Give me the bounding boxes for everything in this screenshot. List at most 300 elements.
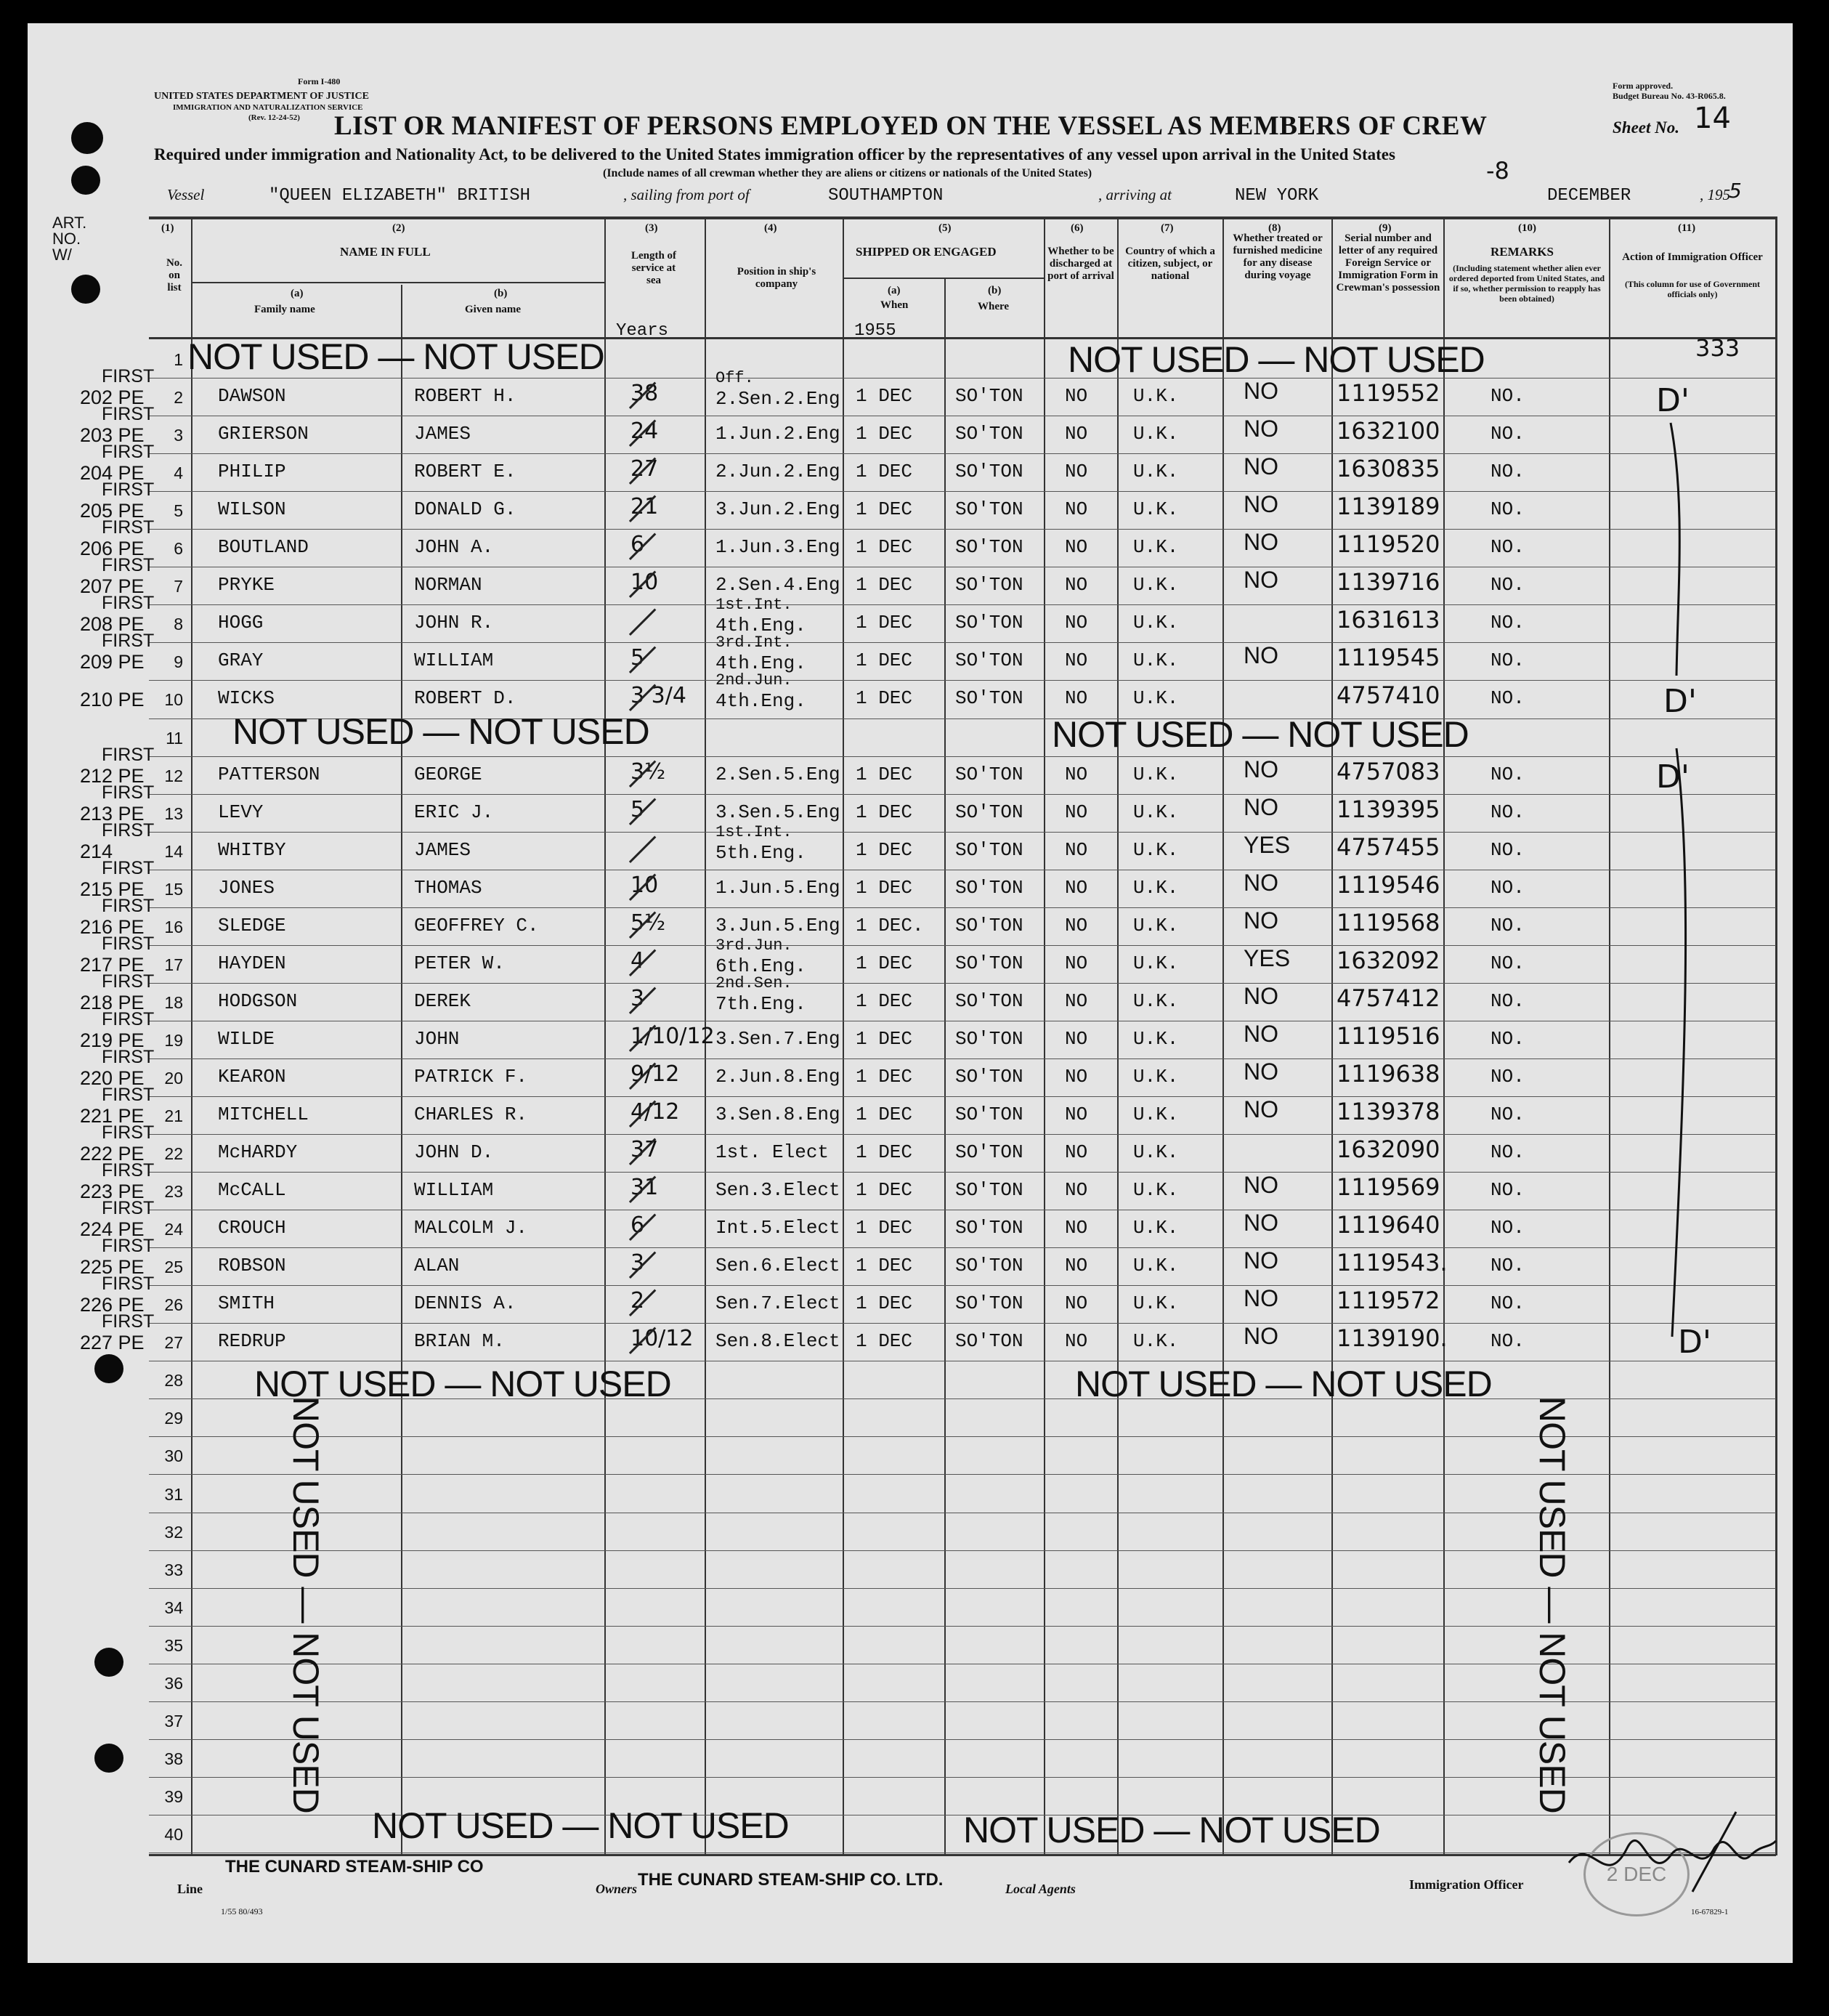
not-used-stamp: NOT USED — NOT USED bbox=[254, 1364, 671, 1404]
owners-label: Owners bbox=[596, 1882, 638, 1896]
col-9-label: Serial number and letter of any required Foreign Service or Immigration Form in Crewman's possession bbox=[1336, 232, 1440, 294]
engaged-when: 1 DEC bbox=[856, 1217, 913, 1239]
remarks: NO. bbox=[1491, 423, 1525, 445]
position: 3.Jun.5.Eng bbox=[715, 915, 840, 936]
row-art-number: 203 PE bbox=[80, 424, 145, 446]
position-prefix: 2nd.Sen. bbox=[715, 974, 792, 992]
remarks: NO. bbox=[1491, 687, 1525, 709]
row-list-number: 21 bbox=[164, 1106, 183, 1125]
table-row bbox=[0, 782, 1829, 832]
country: U.K. bbox=[1133, 498, 1179, 520]
position: Sen.3.Elect bbox=[715, 1179, 840, 1201]
vessel-line bbox=[167, 179, 1780, 208]
engaged-when: 1 DEC bbox=[856, 612, 913, 633]
family-name: HAYDEN bbox=[218, 952, 286, 974]
given-name: GEORGE bbox=[414, 764, 482, 785]
row-list-number: 13 bbox=[164, 804, 183, 823]
position: 5th.Eng. bbox=[715, 842, 806, 864]
table-row bbox=[0, 1160, 1829, 1210]
engaged-when: 1 DEC bbox=[856, 649, 913, 671]
engaged-where: SO'TON bbox=[955, 612, 1023, 633]
col-5b-num: (b) bbox=[988, 285, 1002, 296]
position: 1.Jun.2.Eng bbox=[715, 423, 840, 445]
given-name: WILLIAM bbox=[414, 649, 494, 671]
subtitle: Required under immigration and Nationality Act, to be delivered to the United States immigration officer by the representatives of any vessel upon arrival in the United States bbox=[154, 145, 1395, 163]
table-row bbox=[0, 631, 1829, 680]
position: 2.Jun.2.Eng bbox=[715, 461, 840, 482]
medical-status: NO bbox=[1244, 642, 1278, 668]
country: U.K. bbox=[1133, 1141, 1179, 1163]
engaged-where: SO'TON bbox=[955, 574, 1023, 596]
given-name: ROBERT D. bbox=[414, 687, 516, 709]
officer-mark: D' bbox=[1663, 683, 1697, 720]
family-name: HODGSON bbox=[218, 990, 298, 1012]
position: 2.Jun.8.Eng bbox=[715, 1066, 840, 1088]
row-tag-first: FIRST bbox=[102, 404, 155, 424]
discharged: NO bbox=[1065, 1179, 1088, 1201]
medical-status: NO bbox=[1244, 453, 1278, 479]
row-list-number: 18 bbox=[164, 993, 183, 1012]
line-number: 34 bbox=[164, 1598, 183, 1617]
given-name: THOMAS bbox=[414, 877, 482, 899]
row-art-number: 222 PE bbox=[80, 1143, 145, 1165]
line-number: 38 bbox=[164, 1749, 183, 1768]
medical-status: NO bbox=[1244, 1210, 1278, 1236]
engaged-when: 1 DEC bbox=[856, 385, 913, 407]
line-number: 29 bbox=[164, 1409, 183, 1428]
row-list-number: 22 bbox=[164, 1144, 183, 1163]
given-name: JOHN A. bbox=[414, 536, 494, 558]
row-list-number: 9 bbox=[174, 652, 183, 671]
discharged: NO bbox=[1065, 801, 1088, 823]
medical-status: NO bbox=[1244, 1058, 1278, 1085]
discharged: NO bbox=[1065, 952, 1088, 974]
discharged: NO bbox=[1065, 1255, 1088, 1276]
revision: (Rev. 12-24-52) bbox=[248, 113, 300, 122]
position: 4th.Eng. bbox=[715, 690, 806, 712]
country: U.K. bbox=[1133, 801, 1179, 823]
row-art-number: 204 PE bbox=[80, 462, 145, 484]
country: U.K. bbox=[1133, 1330, 1179, 1352]
serial-number: 1119520 bbox=[1337, 530, 1440, 558]
remarks: NO. bbox=[1491, 461, 1525, 482]
country: U.K. bbox=[1133, 1066, 1179, 1088]
row-art-number: 213 PE bbox=[80, 803, 145, 825]
engaged-where: SO'TON bbox=[955, 385, 1023, 407]
officer-mark: D' bbox=[1656, 382, 1690, 419]
arrival-port: NEW YORK bbox=[1235, 186, 1319, 206]
row-tag-first: FIRST bbox=[102, 896, 155, 916]
engaged-where: SO'TON bbox=[955, 649, 1023, 671]
engaged-when: 1 DEC bbox=[856, 990, 913, 1012]
row-tag-first: FIRST bbox=[102, 820, 155, 841]
serial-number: 1632092 bbox=[1337, 947, 1440, 974]
family-name: PATTERSON bbox=[218, 764, 320, 785]
not-used-stamp: NOT USED — NOT USED bbox=[1052, 714, 1469, 755]
remarks: NO. bbox=[1491, 385, 1525, 407]
not-used-stamp: NOT USED — NOT USED bbox=[963, 1810, 1380, 1850]
service-length: 38 bbox=[630, 381, 659, 406]
col-6-num: (6) bbox=[1071, 222, 1084, 234]
row-art-number: 217 PE bbox=[80, 954, 145, 976]
not-used-stamp: NOT USED — NOT USED bbox=[1068, 339, 1485, 380]
table-row bbox=[0, 1085, 1829, 1134]
page-title: LIST OR MANIFEST OF PERSONS EMPLOYED ON THE VESSEL AS MEMBERS OF CREW bbox=[334, 111, 1488, 141]
country: U.K. bbox=[1133, 461, 1179, 482]
medical-status: NO bbox=[1244, 794, 1278, 820]
position: 6th.Eng. bbox=[715, 955, 806, 977]
engaged-where: SO'TON bbox=[955, 1066, 1023, 1088]
row-list-number: 4 bbox=[174, 463, 183, 482]
punch-hole bbox=[71, 122, 103, 154]
vessel-label: Vessel bbox=[167, 186, 205, 203]
engaged-where: SO'TON bbox=[955, 1292, 1023, 1314]
row-tag-first: FIRST bbox=[102, 1122, 155, 1143]
family-name: McCALL bbox=[218, 1179, 286, 1201]
form-number: Form I-480 bbox=[298, 76, 341, 86]
row-list-number: 26 bbox=[164, 1295, 183, 1314]
row-art-number: 205 PE bbox=[80, 500, 145, 522]
discharged: NO bbox=[1065, 1141, 1088, 1163]
table-row bbox=[0, 858, 1829, 907]
discharged: NO bbox=[1065, 1292, 1088, 1314]
engaged-when: 1 DEC bbox=[856, 574, 913, 596]
medical-status: NO bbox=[1244, 1172, 1278, 1198]
service-length: 5½ bbox=[630, 910, 666, 936]
col-11-label: Action of Immigration Officer bbox=[1622, 251, 1763, 263]
serial-number: 1119572 bbox=[1337, 1287, 1440, 1314]
given-name: MALCOLM J. bbox=[414, 1217, 528, 1239]
remarks: NO. bbox=[1491, 1217, 1525, 1239]
remarks: NO. bbox=[1491, 915, 1525, 936]
remarks: NO. bbox=[1491, 990, 1525, 1012]
gpo-code: 16-67829-1 bbox=[1691, 1908, 1729, 1916]
remarks: NO. bbox=[1491, 612, 1525, 633]
row-art-number: 218 PE bbox=[80, 992, 145, 1013]
col-11-num: (11) bbox=[1678, 222, 1696, 234]
country: U.K. bbox=[1133, 839, 1179, 861]
engaged-where: SO'TON bbox=[955, 877, 1023, 899]
line-number: 36 bbox=[164, 1674, 183, 1693]
table-row bbox=[0, 896, 1829, 945]
discharged: NO bbox=[1065, 1217, 1088, 1239]
serial-number: 1119569 bbox=[1337, 1173, 1440, 1201]
given-name: CHARLES R. bbox=[414, 1104, 528, 1125]
serial-number: 1139189 bbox=[1337, 493, 1440, 520]
row-list-number: 19 bbox=[164, 1031, 183, 1050]
given-name: NORMAN bbox=[414, 574, 482, 596]
col-9-num: (9) bbox=[1379, 222, 1392, 234]
engaged-when: 1 DEC bbox=[856, 1255, 913, 1276]
service-length: 3 bbox=[630, 986, 645, 1011]
country: U.K. bbox=[1133, 1028, 1179, 1050]
engaged-where: SO'TON bbox=[955, 1104, 1023, 1125]
not-used-stamp-vertical: NOT USED — NOT USED bbox=[285, 1396, 326, 1813]
engaged-year: 1955 bbox=[854, 321, 896, 341]
line-number: 31 bbox=[164, 1485, 183, 1504]
service-length: 2 bbox=[630, 1288, 645, 1313]
line-label: Line bbox=[177, 1882, 203, 1896]
line-number: 11 bbox=[166, 729, 183, 748]
table-row bbox=[0, 1236, 1829, 1285]
position: 4th.Eng. bbox=[715, 652, 806, 674]
table-row bbox=[0, 555, 1829, 604]
engaged-when: 1 DEC bbox=[856, 423, 913, 445]
service-length: 5 bbox=[630, 645, 645, 671]
service-length: 4/12 bbox=[630, 1099, 680, 1125]
family-name: GRIERSON bbox=[218, 423, 309, 445]
engaged-when: 1 DEC bbox=[856, 1028, 913, 1050]
serial-number: 1139378 bbox=[1337, 1098, 1440, 1125]
discharged: NO bbox=[1065, 764, 1088, 785]
col-10-num: (10) bbox=[1518, 222, 1536, 234]
owners-value: THE CUNARD STEAM-SHIP CO. LTD. bbox=[638, 1870, 944, 1890]
engaged-when: 1 DEC bbox=[856, 536, 913, 558]
service-length: 3½ bbox=[630, 759, 666, 785]
row-tag-first: FIRST bbox=[102, 1311, 155, 1332]
remarks: NO. bbox=[1491, 801, 1525, 823]
table-row bbox=[0, 1311, 1829, 1361]
row-tag-first: FIRST bbox=[102, 593, 155, 613]
remarks: NO. bbox=[1491, 574, 1525, 596]
remarks: NO. bbox=[1491, 1104, 1525, 1125]
serial-number: 1119516 bbox=[1337, 1022, 1440, 1050]
service: IMMIGRATION AND NATURALIZATION SERVICE bbox=[173, 103, 363, 112]
medical-status: NO bbox=[1244, 378, 1278, 404]
col-11-note: (This column for use of Government officials only) bbox=[1624, 279, 1761, 299]
engaged-where: SO'TON bbox=[955, 423, 1023, 445]
given-name: JOHN R. bbox=[414, 612, 494, 633]
col-2-num: (2) bbox=[392, 222, 405, 234]
row-list-number: 23 bbox=[164, 1182, 183, 1201]
row-art-number: 206 PE bbox=[80, 538, 145, 559]
family-name: PRYKE bbox=[218, 574, 275, 596]
row-tag-first: FIRST bbox=[102, 1198, 155, 1218]
position: 4th.Eng. bbox=[715, 615, 806, 636]
country: U.K. bbox=[1133, 952, 1179, 974]
row-art-number: 220 PE bbox=[80, 1067, 145, 1089]
given-name: DEREK bbox=[414, 990, 471, 1012]
serial-number: 1632100 bbox=[1337, 417, 1440, 445]
line-number: 1 bbox=[174, 350, 183, 369]
not-used-stamp: NOT USED — NOT USED bbox=[187, 336, 604, 377]
row-tag-first: FIRST bbox=[102, 858, 155, 878]
family-name: BOUTLAND bbox=[218, 536, 309, 558]
family-name: JONES bbox=[218, 877, 275, 899]
line-number: 37 bbox=[164, 1712, 183, 1730]
officer-signature bbox=[1562, 1805, 1780, 1899]
discharged: NO bbox=[1065, 990, 1088, 1012]
punch-hole bbox=[94, 1744, 123, 1773]
row-tag-first: FIRST bbox=[102, 1009, 155, 1029]
family-name: WILSON bbox=[218, 498, 286, 520]
medical-status: NO bbox=[1244, 756, 1278, 782]
position: 1.Jun.3.Eng bbox=[715, 536, 840, 558]
remarks: NO. bbox=[1491, 649, 1525, 671]
line-number: 39 bbox=[164, 1787, 183, 1806]
form-approved: Form approved. bbox=[1613, 81, 1674, 91]
family-name: MITCHELL bbox=[218, 1104, 309, 1125]
row-art-number: 215 PE bbox=[80, 878, 145, 900]
serial-number: 1119640 bbox=[1337, 1211, 1440, 1239]
position-prefix: Off. bbox=[715, 369, 754, 387]
service-length: 27 bbox=[630, 456, 659, 482]
row-tag-first: FIRST bbox=[102, 631, 155, 651]
engaged-when: 1 DEC bbox=[856, 461, 913, 482]
position: 1st. Elect bbox=[715, 1141, 830, 1163]
col-2b-label: Given name bbox=[465, 304, 522, 315]
position-prefix: 3rd.Int. bbox=[715, 633, 792, 652]
date-stamp-text: 2 DEC bbox=[1606, 1863, 1667, 1885]
given-name: PETER W. bbox=[414, 952, 505, 974]
row-art-number: 221 PE bbox=[80, 1105, 145, 1127]
not-used-stamp-vertical: NOT USED — NOT USED bbox=[1532, 1396, 1573, 1813]
engaged-where: SO'TON bbox=[955, 461, 1023, 482]
table-row bbox=[0, 1274, 1829, 1323]
position-prefix: 3rd.Jun. bbox=[715, 936, 792, 955]
not-used-stamp: NOT USED — NOT USED bbox=[372, 1805, 789, 1846]
col-7-label: Country of which a citizen, subject, or national bbox=[1125, 246, 1215, 282]
line-value: THE CUNARD STEAM-SHIP CO bbox=[225, 1857, 484, 1877]
years-unit: Years bbox=[616, 321, 669, 341]
row-list-number: 3 bbox=[174, 426, 183, 445]
position: 3.Sen.7.Eng bbox=[715, 1028, 840, 1050]
col-4-label: Position in ship's company bbox=[737, 266, 816, 290]
medical-status: NO bbox=[1244, 491, 1278, 517]
position: 2.Sen.4.Eng bbox=[715, 574, 840, 596]
row-list-number: 20 bbox=[164, 1069, 183, 1088]
family-name: CROUCH bbox=[218, 1217, 286, 1239]
row-art-number: 226 PE bbox=[80, 1294, 145, 1316]
family-name: WICKS bbox=[218, 687, 275, 709]
country: U.K. bbox=[1133, 877, 1179, 899]
serial-number: 4757412 bbox=[1337, 984, 1440, 1012]
table-row bbox=[0, 593, 1829, 642]
arriving-label: , arriving at bbox=[1098, 186, 1172, 203]
service-length: 10/12 bbox=[630, 1326, 694, 1351]
table-row bbox=[0, 479, 1829, 529]
row-tag-first: FIRST bbox=[102, 1236, 155, 1256]
col-1-label: No. on list bbox=[166, 257, 183, 294]
medical-status: NO bbox=[1244, 529, 1278, 555]
medical-status: NO bbox=[1244, 983, 1278, 1009]
line-number: 33 bbox=[164, 1560, 183, 1579]
family-name: WHITBY bbox=[218, 839, 286, 861]
sheet-label: Sheet No. bbox=[1613, 118, 1679, 137]
given-name: JOHN D. bbox=[414, 1141, 494, 1163]
col-4-num: (4) bbox=[764, 222, 777, 234]
given-name: ALAN bbox=[414, 1255, 460, 1276]
row-tag-first: FIRST bbox=[102, 517, 155, 538]
country: U.K. bbox=[1133, 687, 1179, 709]
discharged: NO bbox=[1065, 1104, 1088, 1125]
given-name: ROBERT H. bbox=[414, 385, 516, 407]
country: U.K. bbox=[1133, 1217, 1179, 1239]
arrival-month: DECEMBER bbox=[1547, 186, 1631, 206]
col-3-label: Length of service at sea bbox=[630, 250, 677, 286]
position: Sen.7.Elect bbox=[715, 1292, 840, 1314]
col-6-label: Whether to be discharged at port of arrival bbox=[1047, 246, 1114, 282]
remarks: NO. bbox=[1491, 536, 1525, 558]
officer-bracket bbox=[1656, 414, 1700, 1344]
department: UNITED STATES DEPARTMENT OF JUSTICE bbox=[154, 91, 369, 102]
col-5b-label: Where bbox=[978, 301, 1010, 312]
position: 1.Jun.5.Eng bbox=[715, 877, 840, 899]
engaged-when: 1 DEC bbox=[856, 1330, 913, 1352]
medical-status: YES bbox=[1244, 832, 1291, 858]
medical-status: YES bbox=[1244, 945, 1291, 971]
engaged-when: 1 DEC bbox=[856, 952, 913, 974]
budget-bureau: Budget Bureau No. 43-R065.8. bbox=[1613, 91, 1726, 101]
discharged: NO bbox=[1065, 877, 1088, 899]
name-subrule bbox=[192, 282, 604, 283]
engaged-when: 1 DEC bbox=[856, 498, 913, 520]
medical-status: NO bbox=[1244, 1096, 1278, 1122]
year-digit: 5 bbox=[1729, 179, 1742, 203]
row-tag-first: FIRST bbox=[102, 479, 155, 500]
row-art-number: 214 bbox=[80, 841, 113, 862]
engaged-where: SO'TON bbox=[955, 1179, 1023, 1201]
officer-mark: D' bbox=[1656, 758, 1690, 796]
engaged-where: SO'TON bbox=[955, 1217, 1023, 1239]
engaged-where: SO'TON bbox=[955, 1255, 1023, 1276]
discharged: NO bbox=[1065, 839, 1088, 861]
serial-number: 1632090 bbox=[1337, 1135, 1440, 1163]
line-number: 32 bbox=[164, 1523, 183, 1542]
family-name: ROBSON bbox=[218, 1255, 286, 1276]
remarks: NO. bbox=[1491, 839, 1525, 861]
col-1-num: (1) bbox=[161, 222, 174, 234]
serial-number: 4757455 bbox=[1337, 833, 1440, 861]
serial-number: 1119568 bbox=[1337, 909, 1440, 936]
position: 2.Sen.5.Eng bbox=[715, 764, 840, 785]
row-list-number: 15 bbox=[164, 880, 183, 899]
service-length: 6 bbox=[630, 1213, 645, 1238]
row-art-number: 223 PE bbox=[80, 1181, 145, 1202]
medical-status: NO bbox=[1244, 870, 1278, 896]
row-list-number: 7 bbox=[174, 577, 183, 596]
position: 3.Jun.2.Eng bbox=[715, 498, 840, 520]
service-length: 5 bbox=[630, 797, 645, 822]
row-tag-first: FIRST bbox=[102, 1047, 155, 1067]
serial-number: 1119638 bbox=[1337, 1060, 1440, 1088]
officer-mark: D' bbox=[1678, 1324, 1711, 1361]
sailing-label: , sailing from port of bbox=[623, 186, 750, 203]
crew-count: 333 bbox=[1695, 334, 1740, 362]
engaged-where: SO'TON bbox=[955, 952, 1023, 974]
country: U.K. bbox=[1133, 649, 1179, 671]
remarks: NO. bbox=[1491, 1330, 1525, 1352]
serial-number: 1631613 bbox=[1337, 606, 1440, 633]
row-art-number: 202 PE bbox=[80, 386, 145, 408]
family-name: REDRUP bbox=[218, 1330, 286, 1352]
row-list-number: 10 bbox=[164, 690, 183, 709]
col-10-label: REMARKS bbox=[1491, 245, 1554, 259]
row-list-number: 14 bbox=[164, 842, 183, 861]
family-name: SLEDGE bbox=[218, 915, 286, 936]
sheet-mark: -8 bbox=[1486, 157, 1509, 185]
col-2b-num: (b) bbox=[494, 288, 508, 299]
print-code: 1/55 80/493 bbox=[221, 1906, 263, 1916]
remarks: NO. bbox=[1491, 1292, 1525, 1314]
serial-number: 1139716 bbox=[1337, 568, 1440, 596]
engaged-when: 1 DEC bbox=[856, 839, 913, 861]
serial-number: 1139395 bbox=[1337, 796, 1440, 823]
engaged-where: SO'TON bbox=[955, 1141, 1023, 1163]
row-tag-first: FIRST bbox=[102, 1160, 155, 1181]
row-list-number: 12 bbox=[164, 766, 183, 785]
row-art-number: 209 PE bbox=[80, 651, 145, 673]
